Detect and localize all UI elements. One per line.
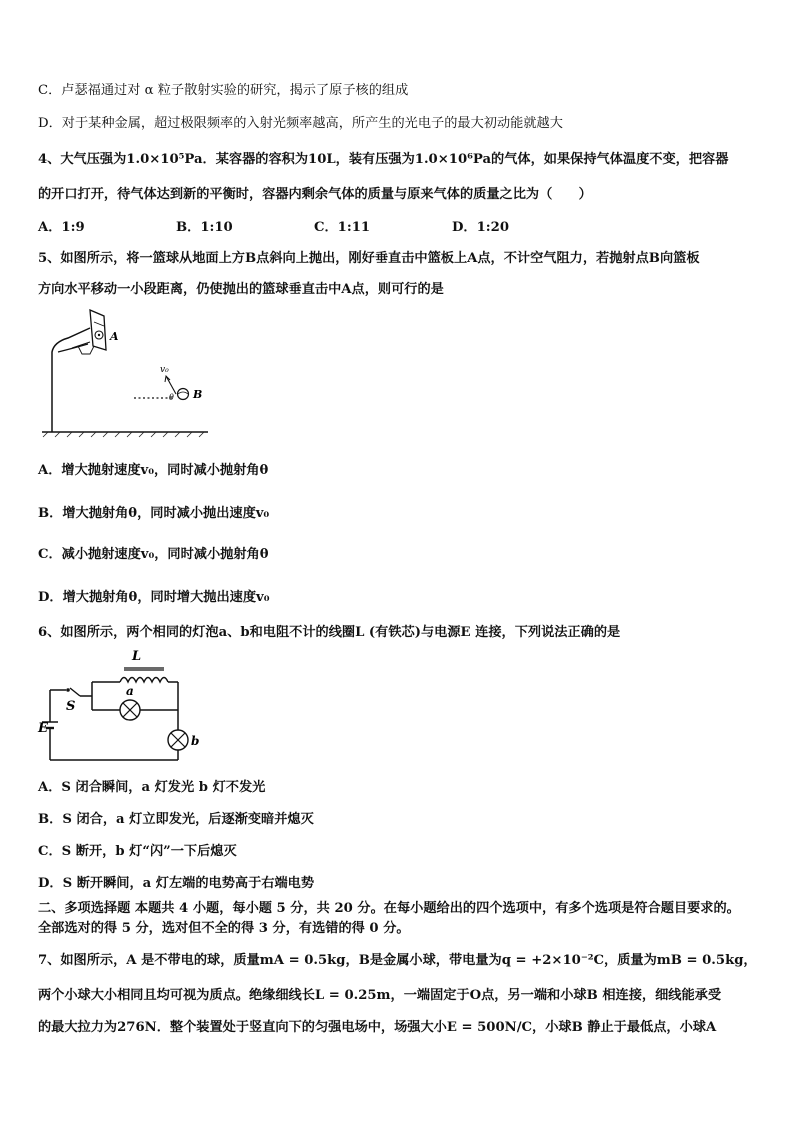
question-5-line-2: 方向水平移动一小段距离，仍使抛出的篮球垂直击中A点，则可行的是: [38, 282, 444, 297]
q4-option-d: D．1:20: [452, 220, 510, 235]
option-c-line: C．卢瑟福通过对 α 粒子散射实验的研究，揭示了原子核的组成: [38, 83, 409, 98]
question-6-line: 6、如图所示，两个相同的灯泡a、b和电阻不计的线圈L (有铁芯)与电源E 连接，下列说法正确的是: [38, 625, 621, 640]
point-b-label: B: [193, 388, 203, 401]
inductor-label: L: [132, 649, 142, 664]
circuit-figure: [36, 646, 206, 768]
question-7-line-2: 两个小球大小相同且均可视为质点。绝缘细线长L = 0.25m，一端固定于O点，另一端和小球B 相连接，细线能承受: [38, 988, 722, 1003]
section-2-heading-line-1: 二、多项选择题 本题共 4 小题，每小题 5 分，共 20 分。在每小题给出的四个选项中，有多个选项是符合题目要求的。: [38, 901, 740, 916]
q5-option-a: A．增大抛射速度v₀，同时减小抛射角θ: [38, 463, 269, 478]
point-a-label: A: [110, 330, 119, 343]
lamp-b-label: b: [191, 734, 200, 748]
question-4-line-1: 4、大气压强为1.0×10⁵Pa．某容器的容积为10L，装有压强为1.0×10⁶Pa的气体，如果保持气体温度不变，把容器: [38, 152, 729, 167]
lamp-a-label: a: [126, 684, 134, 698]
q5-option-d: D．增大抛射角θ，同时增大抛出速度v₀: [38, 590, 270, 605]
q4-option-b: B．1:10: [176, 220, 233, 235]
question-5-line-1: 5、如图所示，将一篮球从地面上方B点斜向上抛出，刚好垂直击中篮板上A点，不计空气阻力，若抛射点B向篮板: [38, 251, 700, 266]
q6-option-a: A．S 闭合瞬间，a 灯发光 b 灯不发光: [38, 780, 266, 795]
q6-option-c: C．S 断开，b 灯“闪”一下后熄灭: [38, 844, 237, 859]
switch-label: S: [66, 699, 76, 714]
question-7-line-3: 的最大拉力为276N．整个装置处于竖直向下的匀强电场中，场强大小E = 500N/C，小球B 静止于最低点，小球A: [38, 1020, 717, 1035]
question-7-line-1: 7、如图所示，A 是不带电的球，质量mA = 0.5kg，B是金属小球，带电量为q = +2×10⁻²C，质量为mB = 0.5kg，: [38, 953, 757, 968]
basketball-figure: [38, 306, 218, 438]
q4-option-a: A．1:9: [38, 220, 85, 235]
q6-option-d: D．S 断开瞬间，a 灯左端的电势高于右端电势: [38, 876, 315, 891]
v0-label: v₀: [160, 365, 169, 375]
option-d-line: D．对于某种金属，超过极限频率的入射光频率越高，所产生的光电子的最大初动能就越大: [38, 116, 563, 131]
q6-option-b: B．S 闭合，a 灯立即发光，后逐渐变暗并熄灭: [38, 812, 314, 827]
q4-option-c: C．1:11: [314, 220, 371, 235]
q5-option-b: B．增大抛射角θ，同时减小抛出速度v₀: [38, 506, 270, 521]
q5-option-c: C．减小抛射速度v₀，同时减小抛射角θ: [38, 547, 269, 562]
question-4-line-2: 的开口打开，待气体达到新的平衡时，容器内剩余气体的质量与原来气体的质量之比为（ ）: [38, 187, 592, 202]
source-label: E: [38, 721, 48, 736]
theta-label: θ: [169, 393, 174, 402]
section-2-heading-line-2: 全部选对的得 5 分，选对但不全的得 3 分，有选错的得 0 分。: [38, 921, 410, 936]
